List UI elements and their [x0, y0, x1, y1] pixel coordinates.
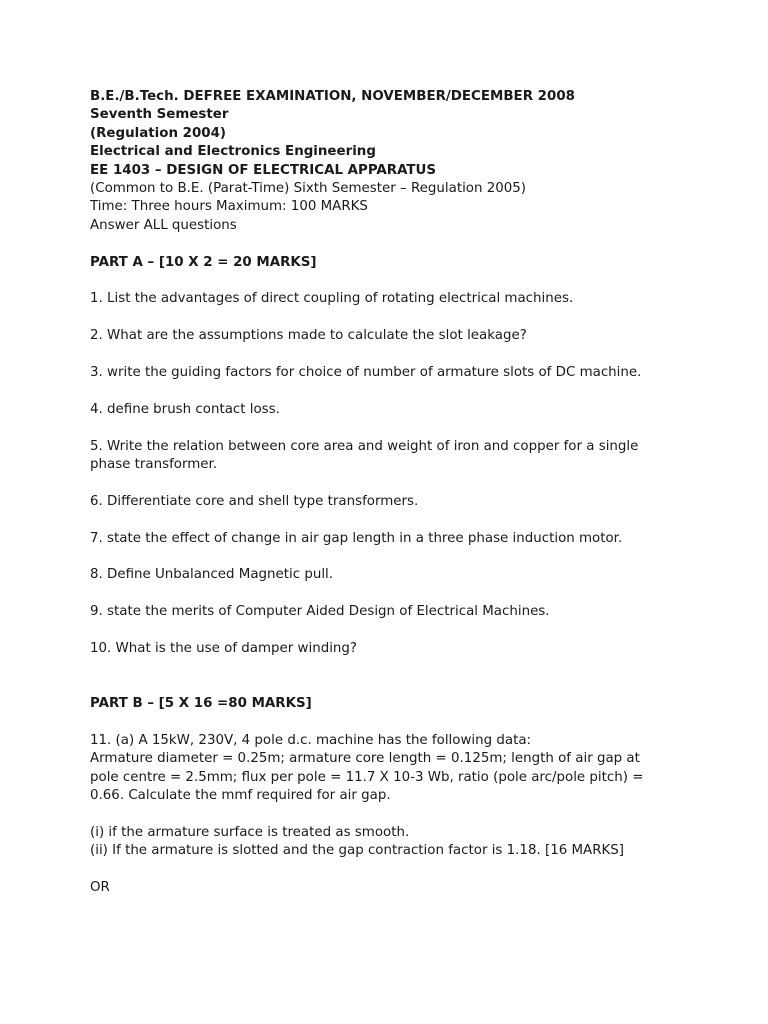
question-3: 3. write the guiding factors for choice of number of armature slots of DC machine.: [90, 365, 642, 381]
or-separator: OR: [90, 880, 110, 896]
question-11-part-ii: (ii) If the armature is slotted and the gap contraction factor is 1.18. [16 MARKS]: [90, 843, 625, 859]
question-11-line-3: pole centre = 2.5mm; flux per pole = 11.7 X 10-3 Wb, ratio (pole arc/pole pitch) =: [90, 769, 644, 785]
common-note: (Common to B.E. (Parat-Time) Sixth Semester – Regulation 2005): [90, 181, 527, 197]
exam-header: [90, 88, 690, 235]
question-4: 4. define brush contact loss.: [90, 401, 280, 417]
part-a-heading: PART A – [10 X 2 = 20 MARKS]: [90, 254, 317, 270]
department-label: Electrical and Electronics Engineering: [90, 144, 376, 160]
course-title: EE 1403 – DESIGN OF ELECTRICAL APPARATUS: [90, 162, 437, 178]
question-11-line-1: 11. (a) A 15kW, 230V, 4 pole d.c. machine has the following data:: [90, 733, 532, 748]
question-7: 7. state the effect of change in air gap length in a three phase induction motor.: [90, 530, 623, 546]
regulation-label: (Regulation 2004): [90, 125, 227, 141]
instruction: Answer ALL questions: [90, 217, 237, 233]
part-b-section: [90, 695, 690, 897]
exam-title: B.E./B.Tech. DEFREE EXAMINATION, NOVEMBER/DECEMBER 2008: [90, 89, 575, 104]
question-6: 6. Differentiate core and shell type transformers.: [90, 493, 419, 509]
question-5-line-1: 5. Write the relation between core area and weight of iron and copper for a single: [90, 438, 639, 454]
part-a-section: [90, 254, 690, 659]
question-2: 2. What are the assumptions made to calculate the slot leakage?: [90, 328, 527, 344]
question-11-line-4: 0.66. Calculate the mmf required for air gap.: [90, 788, 391, 804]
question-10: 10. What is the use of damper winding?: [90, 641, 358, 657]
time-marks: Time: Three hours Maximum: 100 MARKS: [90, 199, 368, 215]
part-b-heading: PART B – [5 X 16 =80 MARKS]: [90, 696, 312, 712]
question-5-line-2: phase transformer.: [90, 457, 218, 473]
question-1: 1. List the advantages of direct coupling of rotating electrical machines.: [90, 291, 574, 307]
question-11-line-2: Armature diameter = 0.25m; armature core length = 0.125m; length of air gap at: [90, 751, 640, 767]
question-11-part-i: (i) if the armature surface is treated as smooth.: [90, 825, 410, 841]
semester-label: Seventh Semester: [90, 107, 229, 123]
exam-paper: [90, 88, 690, 898]
question-9: 9. state the merits of Computer Aided Design of Electrical Machines.: [90, 604, 550, 620]
question-8: 8. Define Unbalanced Magnetic pull.: [90, 567, 334, 583]
